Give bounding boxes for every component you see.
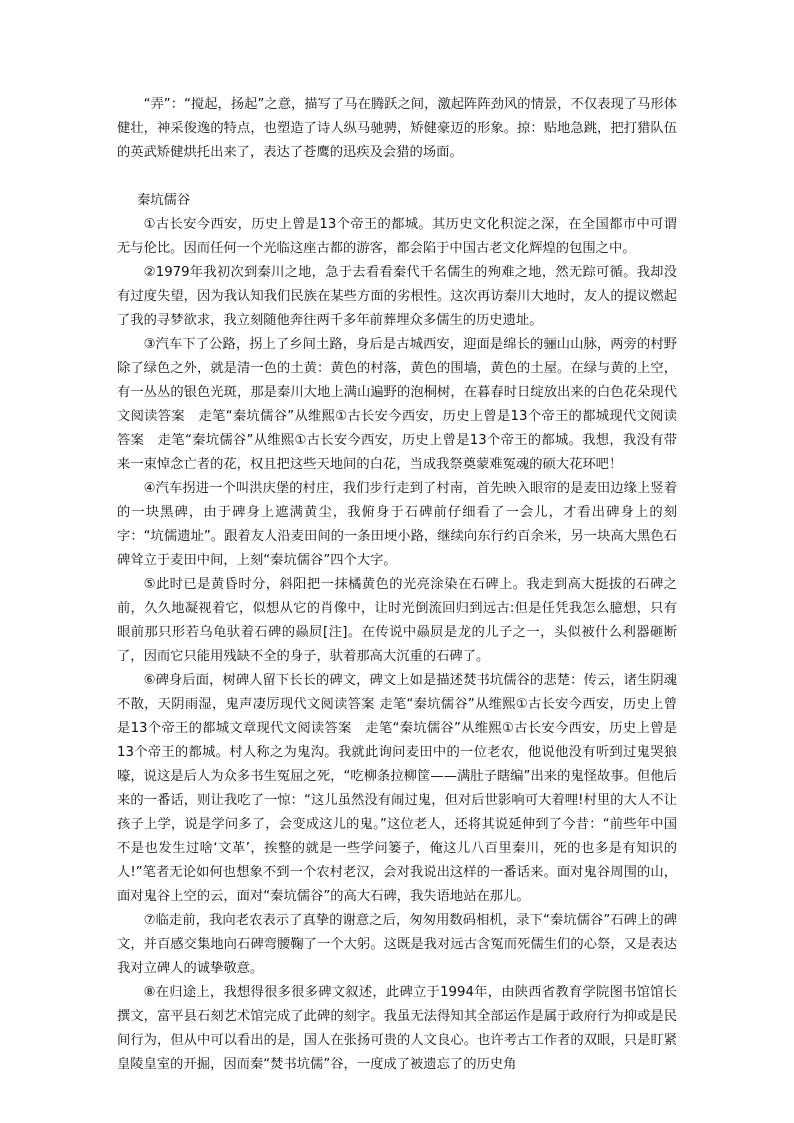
paragraph-8: ⑧在归途上，我想得很多很多碑文叙述，此碑立于1994年，由陕西省教育学院图书馆馆长撰文，富平县石刻艺术馆完成了此碑的刻字。我虽无法得知其全部运作是属于政府行为抑或是民间行为，但从中可以看出的是，国人在张扬可贵的人文良心。也许考古工作者的双眼，只是盯紧皇陵皇室的开掘，因而秦“焚书坑儒”谷，一度成了被遗忘了的历史角 (117, 985, 677, 1072)
paragraph-4: ④汽车拐进一个叫洪庆堡的村庄，我们步行走到了村南，首先映入眼帘的是麦田边缘上竖着的一块黑碑，由于碑身上遮满黄尘，我俯身于石碑前仔细看了一会儿，才看出碑身上的刻字：“坑儒遗址”。跟着友人沿麦田间的一条田埂小路，继续向东行约百余米，另一块高大黑色石碑耸立于麦田中间，上刻“秦坑儒谷”四个大字。 (117, 481, 677, 568)
paragraph-1: ①古长安今西安，历史上曾是13个帝王的都城。其历史文化积淀之深，在全国都市中可谓无与伦比。因而任何一个光临这座古都的游客，都会陷于中国古老文化辉煌的包围之中。 (117, 217, 677, 256)
intro-paragraph: “弄”：“搅起，扬起”之意，描写了马在腾跃之间，激起阵阵劲风的情景，不仅表现了马形体健壮，神采俊逸的特点，也塑造了诗人纵马驰骋，矫健豪迈的形象。掠：贴地急跳，把打猎队伍的英武矫健烘托出来了，表达了苍鹰的迅疾及会猎的场面。 (117, 97, 677, 160)
paragraph-6: ⑥碑身后面，树碑人留下长长的碑文，碑文上如是描述焚书坑儒谷的悲楚：传云，诸生阴魂不散，天阴雨湿，鬼声凄厉现代文阅读答案 走笔“秦坑儒谷”从维熙①古长安今西安，历史上曾是13个帝王的都城文章现代文阅读答案 走笔“秦坑儒谷”从维熙①古长安今西安，历史上曾是13个帝王的都城。村人称之为鬼沟。我就此询问麦田中的一位老农，他说他没有听到过鬼哭狼嚎，说这是后人为众多书生冤屈之死，“吃柳条拉柳筐——满肚子瞎编”出来的鬼怪故事。但他后来的一番话，则让我吃了一惊：“这儿虽然没有闹过鬼，但对后世影响可大着哩!村里的大人不让孩子上学，说是学问多了，会变成这儿的鬼。”这位老人，还将其说延伸到了今昔：“前些年中国不是也发生过啥‘文革’，挨整的就是一些学问篓子，俺这儿八百里秦川，死的也多是有知识的人!”笔者无论如何也想象不到一个农村老汉，会对我说出这样的一番话来。面对鬼谷周围的山，面对鬼谷上空的云，面对“秦坑儒谷”的高大石碑，我失语地站在那儿。 (117, 673, 677, 904)
paragraph-3: ③汽车下了公路，拐上了乡间土路，身后是古城西安，迎面是绵长的骊山山脉，两旁的村野除了绿色之外，就是清一色的土黄：黄色的村落，黄色的围墙，黄色的土屋。在绿与黄的上空，有一丛丛的银色光斑，那是秦川大地上满山遍野的泡桐树，在暮春时日绽放出来的白色花朵现代文阅读答案 走笔“秦坑儒谷”从维熙①古长安今西安，历史上曾是13个帝王的都城现代文阅读答案 走笔“秦坑儒谷”从维熙①古长安今西安，历史上曾是13个帝王的都城。我想，我没有带来一束悼念亡者的花，权且把这些天地间的白花，当成我祭奠蒙难冤魂的硕大花环吧！ (117, 337, 677, 472)
paragraph-7: ⑦临走前，我向老农表示了真挚的谢意之后，匆匆用数码相机，录下“秦坑儒谷”石碑上的碑文，并百感交集地向石碑弯腰鞠了一个大躬。这既是我对远古含冤而死儒生们的心祭，又是表达我对立碑人的诚挚敬意。 (117, 913, 677, 976)
paragraph-2: ②1979年我初次到秦川之地，急于去看看秦代千名儒生的殉难之地，然无踪可循。我却没有过度失望，因为我认知我们民族在某些方面的劣根性。这次再访秦川大地时，友人的提议燃起了我的寻梦欲求，我立刻随他奔往两千多年前葬埋众多儒生的历史遗址。 (117, 265, 677, 328)
paragraph-gap (117, 165, 677, 189)
article-title: 秦坑儒谷 (136, 193, 191, 208)
paragraph-5: ⑤此时已是黄昏时分，斜阳把一抹橘黄色的光亮涂染在石碑上。我走到高大挺拔的石碑之前，久久地凝视着它，似想从它的肖像中，让时光倒流回归到远古:但是任凭我怎么臆想，只有眼前那只形若乌龟驮着石碑的赑屃[注]。在传说中赑屃是龙的儿子之一，头似被什么利器砸断了，因而它只能用残缺不全的身子，驮着那高大沉重的石碑了。 (117, 577, 677, 664)
document-body (117, 93, 677, 1077)
